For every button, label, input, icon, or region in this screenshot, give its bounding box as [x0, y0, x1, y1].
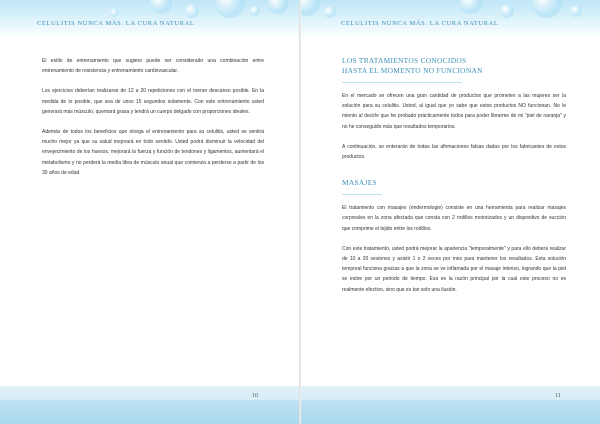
- footer-band: [0, 386, 300, 424]
- section-heading: MASAJES: [342, 178, 377, 188]
- page-number: 10: [252, 393, 258, 399]
- page-number: 11: [555, 393, 561, 399]
- paragraph: A continuación, se enterarán de todas las afirmaciones falsas dadas por los fabricantes de estos productos.: [342, 143, 566, 161]
- header-banner: [300, 0, 600, 38]
- heading-divider: [342, 82, 462, 83]
- paragraph: Los ejercicios deberían realizarse de 12 a 20 repeticiones con el menor descanso posible. En la medida de lo posible, que sea de unos 15 segundos solamente. Con este entrenamiento usted generará más músculo, quemará grasa y tendrá un cuerpo delgado con proporciones ideales.: [42, 88, 264, 115]
- book-gutter: [299, 0, 301, 424]
- heading-divider: [342, 194, 382, 195]
- paragraph: Además de todos los beneficios que otorga el entrenamiento para su celulitis, usted se sentirá mucho mejor ya que su salud mejorará en todo sentido. Usted podrá disminuir la velocidad del envejecimiento de los huesos, mejorará la fuerza y función de tendones y ligamentos, aumentará el metabolismo y no perderá la media libra de músculo anual que comienza a perderse a partir de los 30 años de edad.: [42, 129, 264, 176]
- heading-line: HASTA EL MOMENTO NO FUNCIONAN: [342, 66, 483, 75]
- paragraph: En el mercado se ofrecen una gran cantidad de productos que prometen a las mujeres ser la solución para su celulitis. Usted, al igual que yo sabe que estos productos NO funcionan. No le miento al decirle que he probado prácticamente todos para poder librarme de mi "piel de naranja" y no he conseguido más que resultados temporarios.: [342, 93, 566, 130]
- paragraph: El estilo de entrenamiento que sugiero puede ser considerado una combinación entre entrenamiento de resistencia y entrenamiento cardiovascular.: [42, 58, 264, 75]
- running-title: CELULITIS NUNCA MÁS. LA CURA NATURAL: [37, 20, 195, 27]
- paragraph: Con este tratamiento, usted podrá mejorar la apariencia "temporalmente" y para ello deberá realizar de 10 a 20 sesiones y asistir 1 o 2 veces por mes para mantener los resultados. Esta solución temporal funciona gracias a que la zona se ve inflamada por el masaje intenso, logrando que la piel se estire por un periodo de tiempo. Esa es la razón principal por la cual este proceso no es realmente efectivo, sino que es tan solo una ilusión.: [342, 245, 566, 293]
- paragraph: El tratamiento con masajes (endermologie) consiste en una herramienta para realizar masajes corporales en la zona afectada que consta con 2 rodillos motorizados y un dispositivo de succión que comprime el tejido entre los rodillos.: [342, 205, 566, 232]
- running-title: CELULITIS NUNCA MÁS. LA CURA NATURAL: [341, 20, 499, 27]
- right-page-body: [342, 56, 566, 305]
- footer-band: [300, 386, 600, 424]
- left-page-body: [42, 56, 264, 188]
- right-page: [300, 0, 600, 424]
- header-banner: [0, 0, 300, 38]
- heading-line: LOS TRATAMIENTOS CONOCIDOS: [342, 56, 467, 65]
- section-heading: [342, 56, 566, 76]
